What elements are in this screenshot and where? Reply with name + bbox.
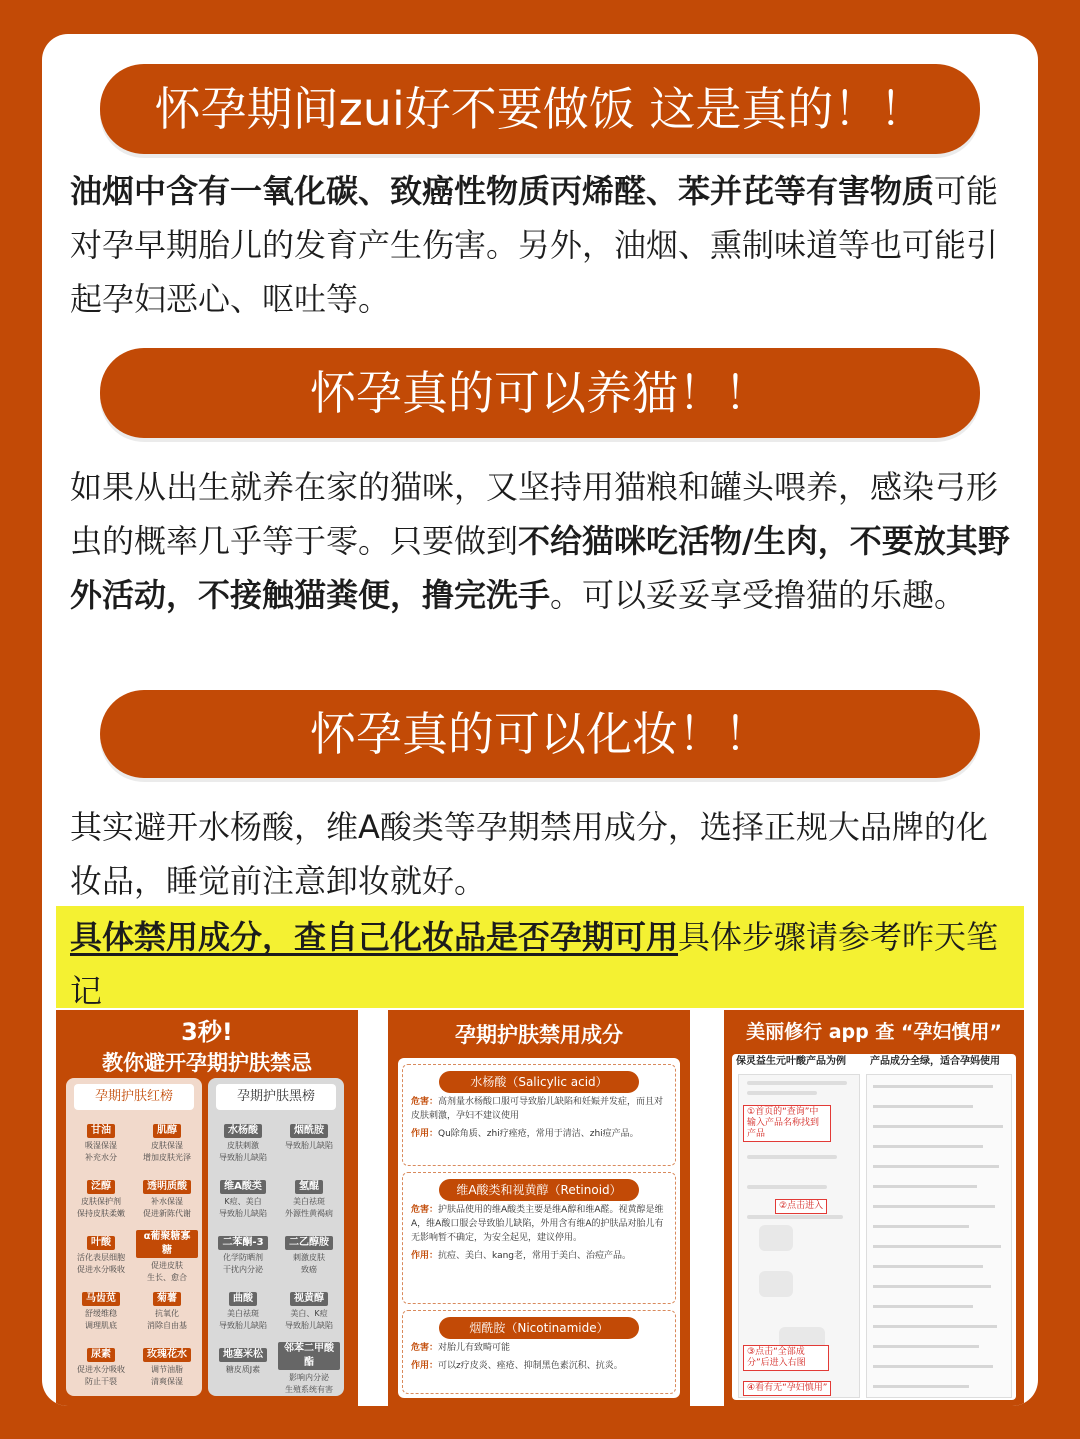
use-label: 作用： (411, 1361, 439, 1371)
mock-line (873, 1205, 995, 1208)
paragraph-cooking (70, 164, 1014, 326)
product-thumb (759, 1271, 793, 1297)
mock-line (873, 1225, 969, 1228)
mock-line (873, 1125, 1003, 1128)
ingredient-cell (278, 1118, 340, 1166)
ingredient-harm (403, 1339, 675, 1357)
ingredient-cell-name: 邻苯二甲酸酯 (278, 1342, 340, 1370)
mock-line (873, 1305, 973, 1308)
content-card (42, 34, 1038, 1406)
ingredient-cell-desc: 糖皮质J素 (225, 1365, 261, 1374)
paragraph-cooking-rest: 可能对孕早期胎儿的发育产生伤害。另外，油烟、熏制味道等也可能引起孕妇恶心、呕吐等。 (70, 172, 999, 318)
paragraph-cat-text1: 如果从出生就养在家的猫咪，又坚持用猫粮和罐头喂养，感染弓形虫的概率几乎等于零。只要做到 (70, 468, 999, 560)
ingredient-cell-name: 视黄醇 (290, 1292, 328, 1306)
panel-app-lookup (724, 1010, 1024, 1406)
ingredient-harm (403, 1093, 675, 1125)
highlight-rest: 具体步骤请参考昨天笔记 (70, 918, 999, 1010)
ingredient-cell-name: 玫瑰花水 (143, 1348, 191, 1362)
ingredient-cell-desc: 美白祛斑 导致胎儿缺陷 (219, 1309, 267, 1330)
use-text: 可以z疗皮炎、痤疮、抑制黑色素沉积、抗炎。 (438, 1361, 623, 1371)
step-3-note: ③点击“全部成分”后进入右图 (743, 1345, 829, 1371)
black-list-title: 孕期护肤黑榜 (216, 1084, 336, 1110)
ingredient-cell-desc: 活化表层细胞 促进水分吸收 (77, 1253, 125, 1274)
black-list-grid (212, 1118, 340, 1394)
mock-line (747, 1091, 817, 1095)
ingredient-cell-name: 叶酸 (87, 1236, 115, 1250)
caption-left: 保灵益生元叶酸产品为例 (736, 1056, 846, 1067)
harm-text: 高剂量水杨酸口服可导致胎儿缺陷和妊娠并发症，而且对皮肤刺激，孕妇不建议使用 (411, 1097, 664, 1121)
ingredient-cell-desc: 皮肤保护剂 保持皮肤柔嫩 (77, 1197, 125, 1218)
ingredient-cell-desc: 导致胎儿缺陷 (285, 1141, 333, 1150)
ingredient-cell-name: 马齿苋 (82, 1292, 120, 1306)
harm-label: 危害： (411, 1205, 439, 1215)
ingredient-cell-desc: K痘、美白 导致胎儿缺陷 (219, 1197, 267, 1218)
mock-line (873, 1145, 983, 1148)
heading-makeup: 怀孕真的可以化妆！！ (310, 707, 770, 761)
ingredient-cell (70, 1118, 132, 1166)
ingredient-cell (136, 1230, 198, 1282)
step-2-note: ②点击进入 (775, 1199, 827, 1214)
red-list-grid (70, 1118, 198, 1390)
step-4-note: ④看有无“孕妇慎用” (743, 1381, 831, 1396)
use-label: 作用： (411, 1129, 439, 1139)
ingredient-cell-desc: 补水保湿 促进新陈代谢 (143, 1197, 191, 1218)
ingredient-cell-desc: 促进皮肤 生长、愈合 (147, 1261, 187, 1282)
app-mock-ingredients (866, 1074, 1012, 1398)
ingredient-cell-name: 泛醇 (87, 1180, 115, 1194)
ingredient-cell (136, 1342, 198, 1390)
use-label: 作用： (411, 1251, 439, 1261)
ingredient-cell-desc: 美白祛斑 外源性黄褐病 (285, 1197, 333, 1218)
mock-line (873, 1245, 1001, 1248)
ingredient-use (403, 1357, 675, 1375)
caption-right: 产品成分全绿，适合孕妈使用 (870, 1056, 1000, 1067)
ingredient-name: 烟酰胺（Nicotinamide） (439, 1317, 639, 1339)
ingredient-cell-name: 曲酸 (229, 1292, 257, 1306)
ingredient-cell-name: 肌醇 (153, 1124, 181, 1138)
ingredient-section (402, 1172, 676, 1304)
heading-banner-cat (100, 348, 980, 438)
ingredient-cell-desc: 皮肤刺激 导致胎儿缺陷 (219, 1141, 267, 1162)
ingredient-cell (70, 1230, 132, 1278)
mock-line (747, 1081, 847, 1085)
ingredient-cell-name: 尿素 (87, 1348, 115, 1362)
ingredient-cell (136, 1174, 198, 1222)
ingredient-cell (212, 1118, 274, 1166)
ingredient-section (402, 1064, 676, 1166)
heading-banner-cooking (100, 64, 980, 154)
ingredient-name: 维A酸类和视黄醇（Retinoid） (439, 1179, 639, 1201)
ingredient-cell (278, 1230, 340, 1278)
ingredient-cell-desc: 美白、K痘 导致胎儿缺陷 (285, 1309, 333, 1330)
ingredient-cell-desc: 吸湿保湿 补充水分 (85, 1141, 117, 1162)
ingredient-box (398, 1058, 680, 1398)
highlight-text (70, 910, 1014, 1018)
ingredient-cell (278, 1342, 340, 1394)
ingredient-cell-name: 透明质酸 (143, 1180, 191, 1194)
paragraph-cat-text2: 。可以妥妥享受撸猫的乐趣。 (550, 576, 967, 614)
step-1-note: ①首页的“查询”中输入产品名称找到产品 (743, 1105, 831, 1142)
paragraph-cat-bold: 不给猫咪吃活物/生肉，不要放其野外活动，不接触猫粪便，撸完洗手 (70, 522, 1010, 614)
use-text: Qu除角质、zhi疗痤疮，常用于清洁、zhi痘产品。 (438, 1129, 639, 1139)
ingredient-cell-name: 维A酸类 (220, 1180, 266, 1194)
ingredient-harm (403, 1201, 675, 1247)
paragraph-cat (70, 460, 1014, 622)
ingredient-section (402, 1310, 676, 1394)
harm-label: 危害： (411, 1097, 439, 1107)
ingredient-cell-name: 水杨酸 (224, 1124, 262, 1138)
mock-line (873, 1185, 977, 1188)
ingredient-cell (70, 1342, 132, 1390)
ingredient-cell (278, 1174, 340, 1222)
ingredient-cell (136, 1118, 198, 1166)
panel1-title-a: 3秒! (181, 1018, 233, 1046)
mock-line (873, 1365, 993, 1368)
mock-line (747, 1215, 843, 1219)
ingredient-cell-name: 二苯酮-3 (218, 1236, 267, 1250)
heading-cat: 怀孕真的可以养猫！！ (310, 366, 770, 420)
mock-line (873, 1265, 983, 1268)
ingredient-cell (212, 1230, 274, 1278)
paragraph-cooking-bold: 油烟中含有一氧化碳、致癌性物质丙烯醛、苯并芘等有害物质 (70, 172, 935, 210)
use-text: 抗痘、美白、kang老，常用于美白、治痘产品。 (438, 1251, 632, 1261)
panel3-title: 美丽修行 app 查 “孕妇慎用” (746, 1021, 1002, 1043)
heading-banner-makeup (100, 690, 980, 778)
mock-line (873, 1085, 993, 1088)
panel-banned-ingredients (388, 1010, 690, 1406)
ingredient-name: 水杨酸（Salicylic acid） (439, 1071, 639, 1093)
panel-skincare-lists (56, 1010, 358, 1406)
heading-cooking: 怀孕期间zui好不要做饭 这是真的！！ (154, 82, 926, 136)
ingredient-cell-name: 二乙醇胺 (285, 1236, 333, 1250)
red-list (66, 1078, 202, 1396)
mock-line (747, 1155, 837, 1159)
highlight-underlined: 具体禁用成分，查自己化妆品是否孕期可用 (70, 918, 679, 956)
mock-line (873, 1105, 973, 1108)
ingredient-cell-name: α葡聚糖寡糖 (136, 1230, 198, 1258)
ingredient-cell (212, 1286, 274, 1334)
ingredient-cell-desc: 影响内分泌 生殖系统有害 (285, 1373, 333, 1394)
ingredient-cell (212, 1174, 274, 1222)
ingredient-cell-desc: 化学防晒剂 干扰内分泌 (223, 1253, 263, 1274)
black-list (208, 1078, 344, 1396)
ingredient-cell-desc: 促进水分吸收 防止干裂 (77, 1365, 125, 1386)
ingredient-cell-name: 甘油 (87, 1124, 115, 1138)
ingredient-cell-desc: 抗氧化 消除自由基 (147, 1309, 187, 1330)
app-mock-search (738, 1074, 860, 1398)
panel1-title-b: 教你避开孕期护肤禁忌 (102, 1051, 312, 1075)
mock-line (873, 1385, 969, 1388)
harm-label: 危害： (411, 1343, 439, 1353)
ingredient-cell-name: 氢醌 (295, 1180, 323, 1194)
mock-line (873, 1345, 979, 1348)
red-list-title: 孕期护肤红榜 (74, 1084, 194, 1110)
ingredient-use (403, 1247, 675, 1265)
ingredient-cell (136, 1286, 198, 1334)
ingredient-cell-desc: 调节油脂 清爽保湿 (151, 1365, 183, 1386)
ingredient-cell (70, 1174, 132, 1222)
ingredient-cell (70, 1286, 132, 1334)
ingredient-cell (212, 1342, 274, 1390)
mock-line (873, 1165, 999, 1168)
product-thumb (759, 1225, 793, 1251)
panel2-title: 孕期护肤禁用成分 (455, 1023, 623, 1047)
harm-text: 对胎儿有致畸可能 (438, 1343, 511, 1353)
ingredient-cell-desc: 皮肤保湿 增加皮肤光泽 (143, 1141, 191, 1162)
ingredient-use (403, 1125, 675, 1143)
mock-line (873, 1285, 991, 1288)
mock-line (873, 1325, 997, 1328)
harm-text: 护肤品使用的维A酸类主要是维A醇和维A醛。视黄醇是维A，维A酸口服会导致胎儿缺陷，外用含有维A的护肤品对胎儿有无影响暂不确定，为安全起见，建议停用。 (411, 1205, 664, 1243)
ingredient-cell-desc: 舒缓维稳 调理肌底 (85, 1309, 117, 1330)
ingredient-cell (278, 1286, 340, 1334)
mock-line (747, 1185, 827, 1189)
ingredient-cell-name: 菊薯 (153, 1292, 181, 1306)
app-screenshot (732, 1054, 1016, 1400)
paragraph-makeup: 其实避开水杨酸，维A酸类等孕期禁用成分，选择正规大品牌的化妆品，睡觉前注意卸妆就好。 (70, 808, 988, 900)
ingredient-cell-name: 地塞米松 (219, 1348, 267, 1362)
ingredient-cell-name: 烟酰胺 (290, 1124, 328, 1138)
ingredient-cell-desc: 刺激皮肤 致癌 (293, 1253, 325, 1274)
